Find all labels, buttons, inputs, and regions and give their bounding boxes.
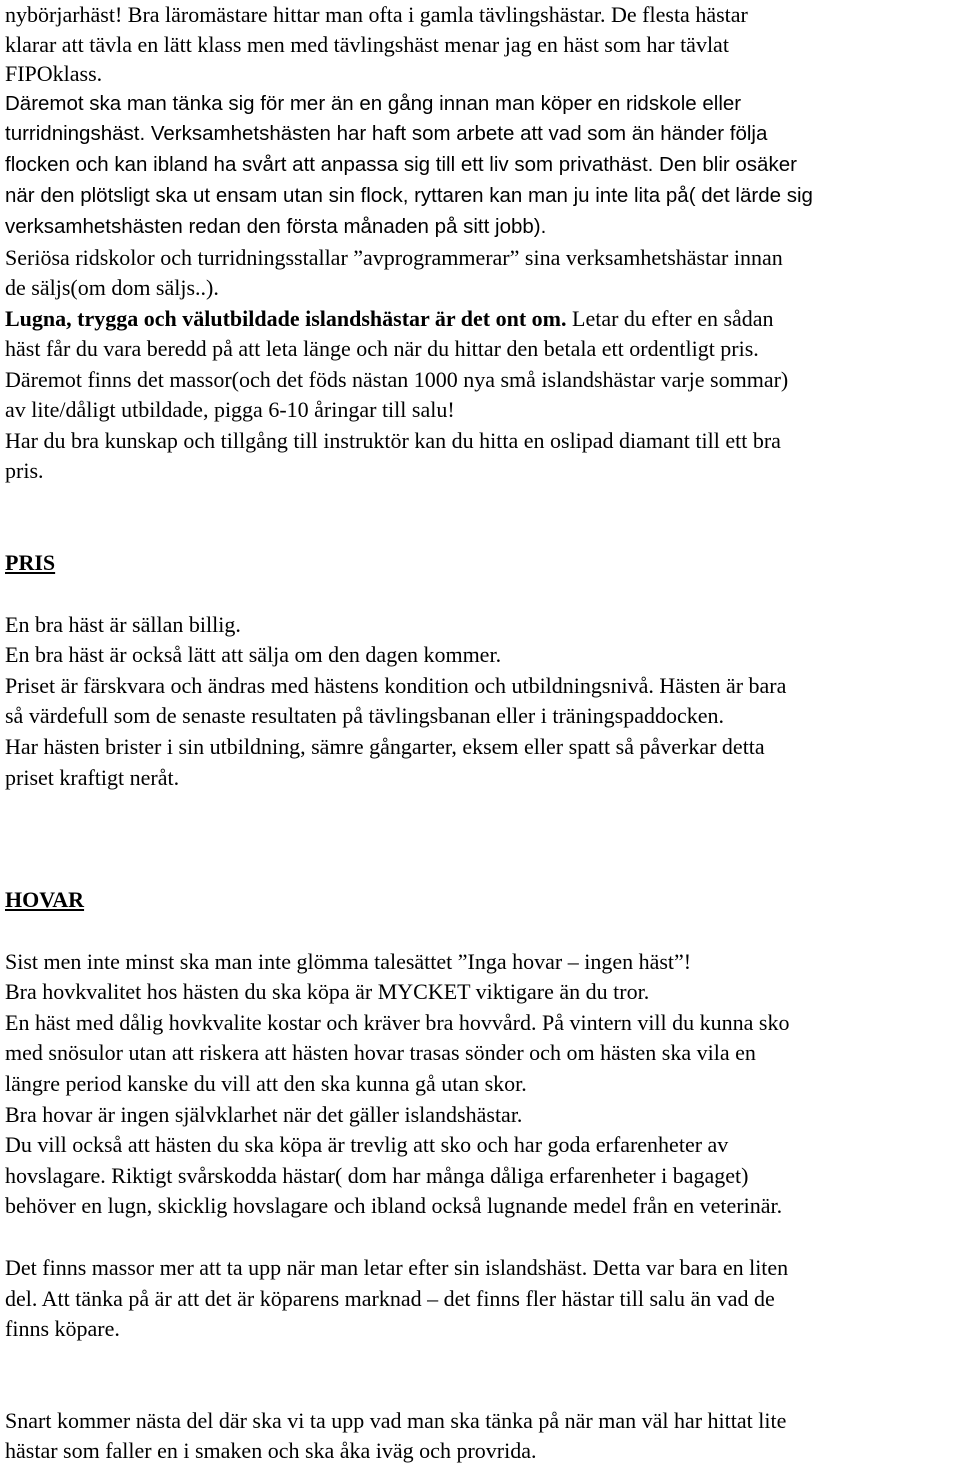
- intro-line-5b: Verksamhetshästen har haft som arbete att vad som än händer följa: [145, 122, 768, 145]
- hovar-line-2: Bra hovkvalitet hos hästen du ska köpa är MYCKET viktigare än du tror.: [5, 979, 650, 1004]
- closing-line-5: hästar som faller en i smaken och ska åka iväg och provrida.: [5, 1438, 537, 1463]
- closing-line-1: Det finns massor mer att ta upp när man letar efter sin islandshäst. Detta var bara en liten: [5, 1255, 789, 1280]
- hovar-line-6: Bra hovar är ingen självklarhet när det gäller islandshästar.: [5, 1102, 523, 1127]
- pris-line-4: så värdefull som de senaste resultaten på tävlingsbanan eller i träningspaddocken.: [5, 703, 725, 728]
- intro-line-6b: Den blir osäker: [653, 153, 797, 176]
- intro-line-11b: Letar du efter en sådan: [566, 306, 774, 331]
- intro-line-8: verksamhetshästen redan den första månaden på sitt jobb).: [5, 215, 547, 238]
- intro-line-13: Däremot finns det massor(och det föds nästan 1000 nya små islandshästar varje sommar): [5, 367, 789, 392]
- hovar-line-9: behöver en lugn, skicklig hovslagare och ibland också lugnande medel från en veterinär.: [5, 1193, 783, 1218]
- hovar-line-7: Du vill också att hästen du ska köpa är trevlig att sko och har goda erfarenheter av: [5, 1132, 729, 1157]
- intro-line-12: häst får du vara beredd på att leta länge och när du hittar den betala ett ordentligt pris.: [5, 336, 759, 361]
- intro-line-15: Har du bra kunskap och tillgång till instruktör kan du hitta en oslipad diamant till ett bra: [5, 428, 781, 453]
- hovar-line-4: med snösulor utan att riskera att hästen hovar trasas sönder och om hästen ska vila en: [5, 1040, 756, 1065]
- intro-line-6a: flocken och kan ibland ha svårt att anpassa sig till ett liv som privathäst.: [5, 153, 654, 176]
- intro-bold-statement: Lugna, trygga och välutbildade islandshästar är det ont om.: [5, 306, 567, 331]
- hovar-line-1: Sist men inte minst ska man inte glömma talesättet ”Inga hovar – ingen häst”!: [5, 949, 692, 974]
- intro-line-5: [5, 119, 767, 149]
- intro-line-6: [5, 150, 797, 180]
- intro-line-4: Däremot ska man tänka sig för mer än en gång innan man köper en ridskole eller: [5, 92, 742, 115]
- pris-heading: PRIS: [5, 550, 56, 575]
- intro-line-1: nybörjarhäst! Bra läromästare hittar man ofta i gamla tävlingshästar. De flesta hästar: [5, 2, 748, 27]
- intro-line-5a: turridningshäst.: [5, 122, 146, 145]
- hovar-heading: HOVAR: [5, 887, 85, 912]
- hovar-line-8: hovslagare. Riktigt svårskodda hästar( dom har många dåliga erfarenheter i bagaget): [5, 1163, 749, 1188]
- closing-line-3: finns köpare.: [5, 1316, 120, 1341]
- intro-line-16: pris.: [5, 458, 44, 483]
- pris-line-6: priset kraftigt neråt.: [5, 765, 180, 790]
- intro-line-14: av lite/dåligt utbildade, pigga 6-10 åringar till salu!: [5, 397, 455, 422]
- hovar-line-3: En häst med dålig hovkvalite kostar och kräver bra hovvård. På vintern vill du kunna sko: [5, 1010, 790, 1035]
- pris-line-1: En bra häst är sällan billig.: [5, 612, 241, 637]
- closing-line-2: del. Att tänka på är att det är köparens marknad – det finns fler hästar till salu än vad de: [5, 1286, 775, 1311]
- intro-line-2: klarar att tävla en lätt klass men med tävlingshäst menar jag en häst som har tävlat: [5, 32, 729, 57]
- intro-line-10: de säljs(om dom säljs..).: [5, 275, 219, 300]
- hovar-line-5: längre period kanske du vill att den ska kunna gå utan skor.: [5, 1071, 527, 1096]
- closing-line-4: Snart kommer nästa del där ska vi ta upp vad man ska tänka på när man väl har hittat lite: [5, 1408, 787, 1433]
- intro-line-3: FIPOklass.: [5, 61, 103, 86]
- pris-line-3: Priset är färskvara och ändras med hästens kondition och utbildningsnivå. Hästen är bara: [5, 673, 787, 698]
- intro-line-9: Seriösa ridskolor och turridningsstallar ”avprogrammerar” sina verksamhetshästar innan: [5, 245, 783, 270]
- intro-line-7: när den plötsligt ska ut ensam utan sin flock, ryttaren kan man ju inte lita på( det lärde sig: [5, 184, 813, 207]
- pris-line-5: Har hästen brister i sin utbildning, sämre gångarter, eksem eller spatt så påverkar detta: [5, 734, 765, 759]
- pris-line-2: En bra häst är också lätt att sälja om den dagen kommer.: [5, 642, 502, 667]
- intro-line-11: [5, 304, 774, 334]
